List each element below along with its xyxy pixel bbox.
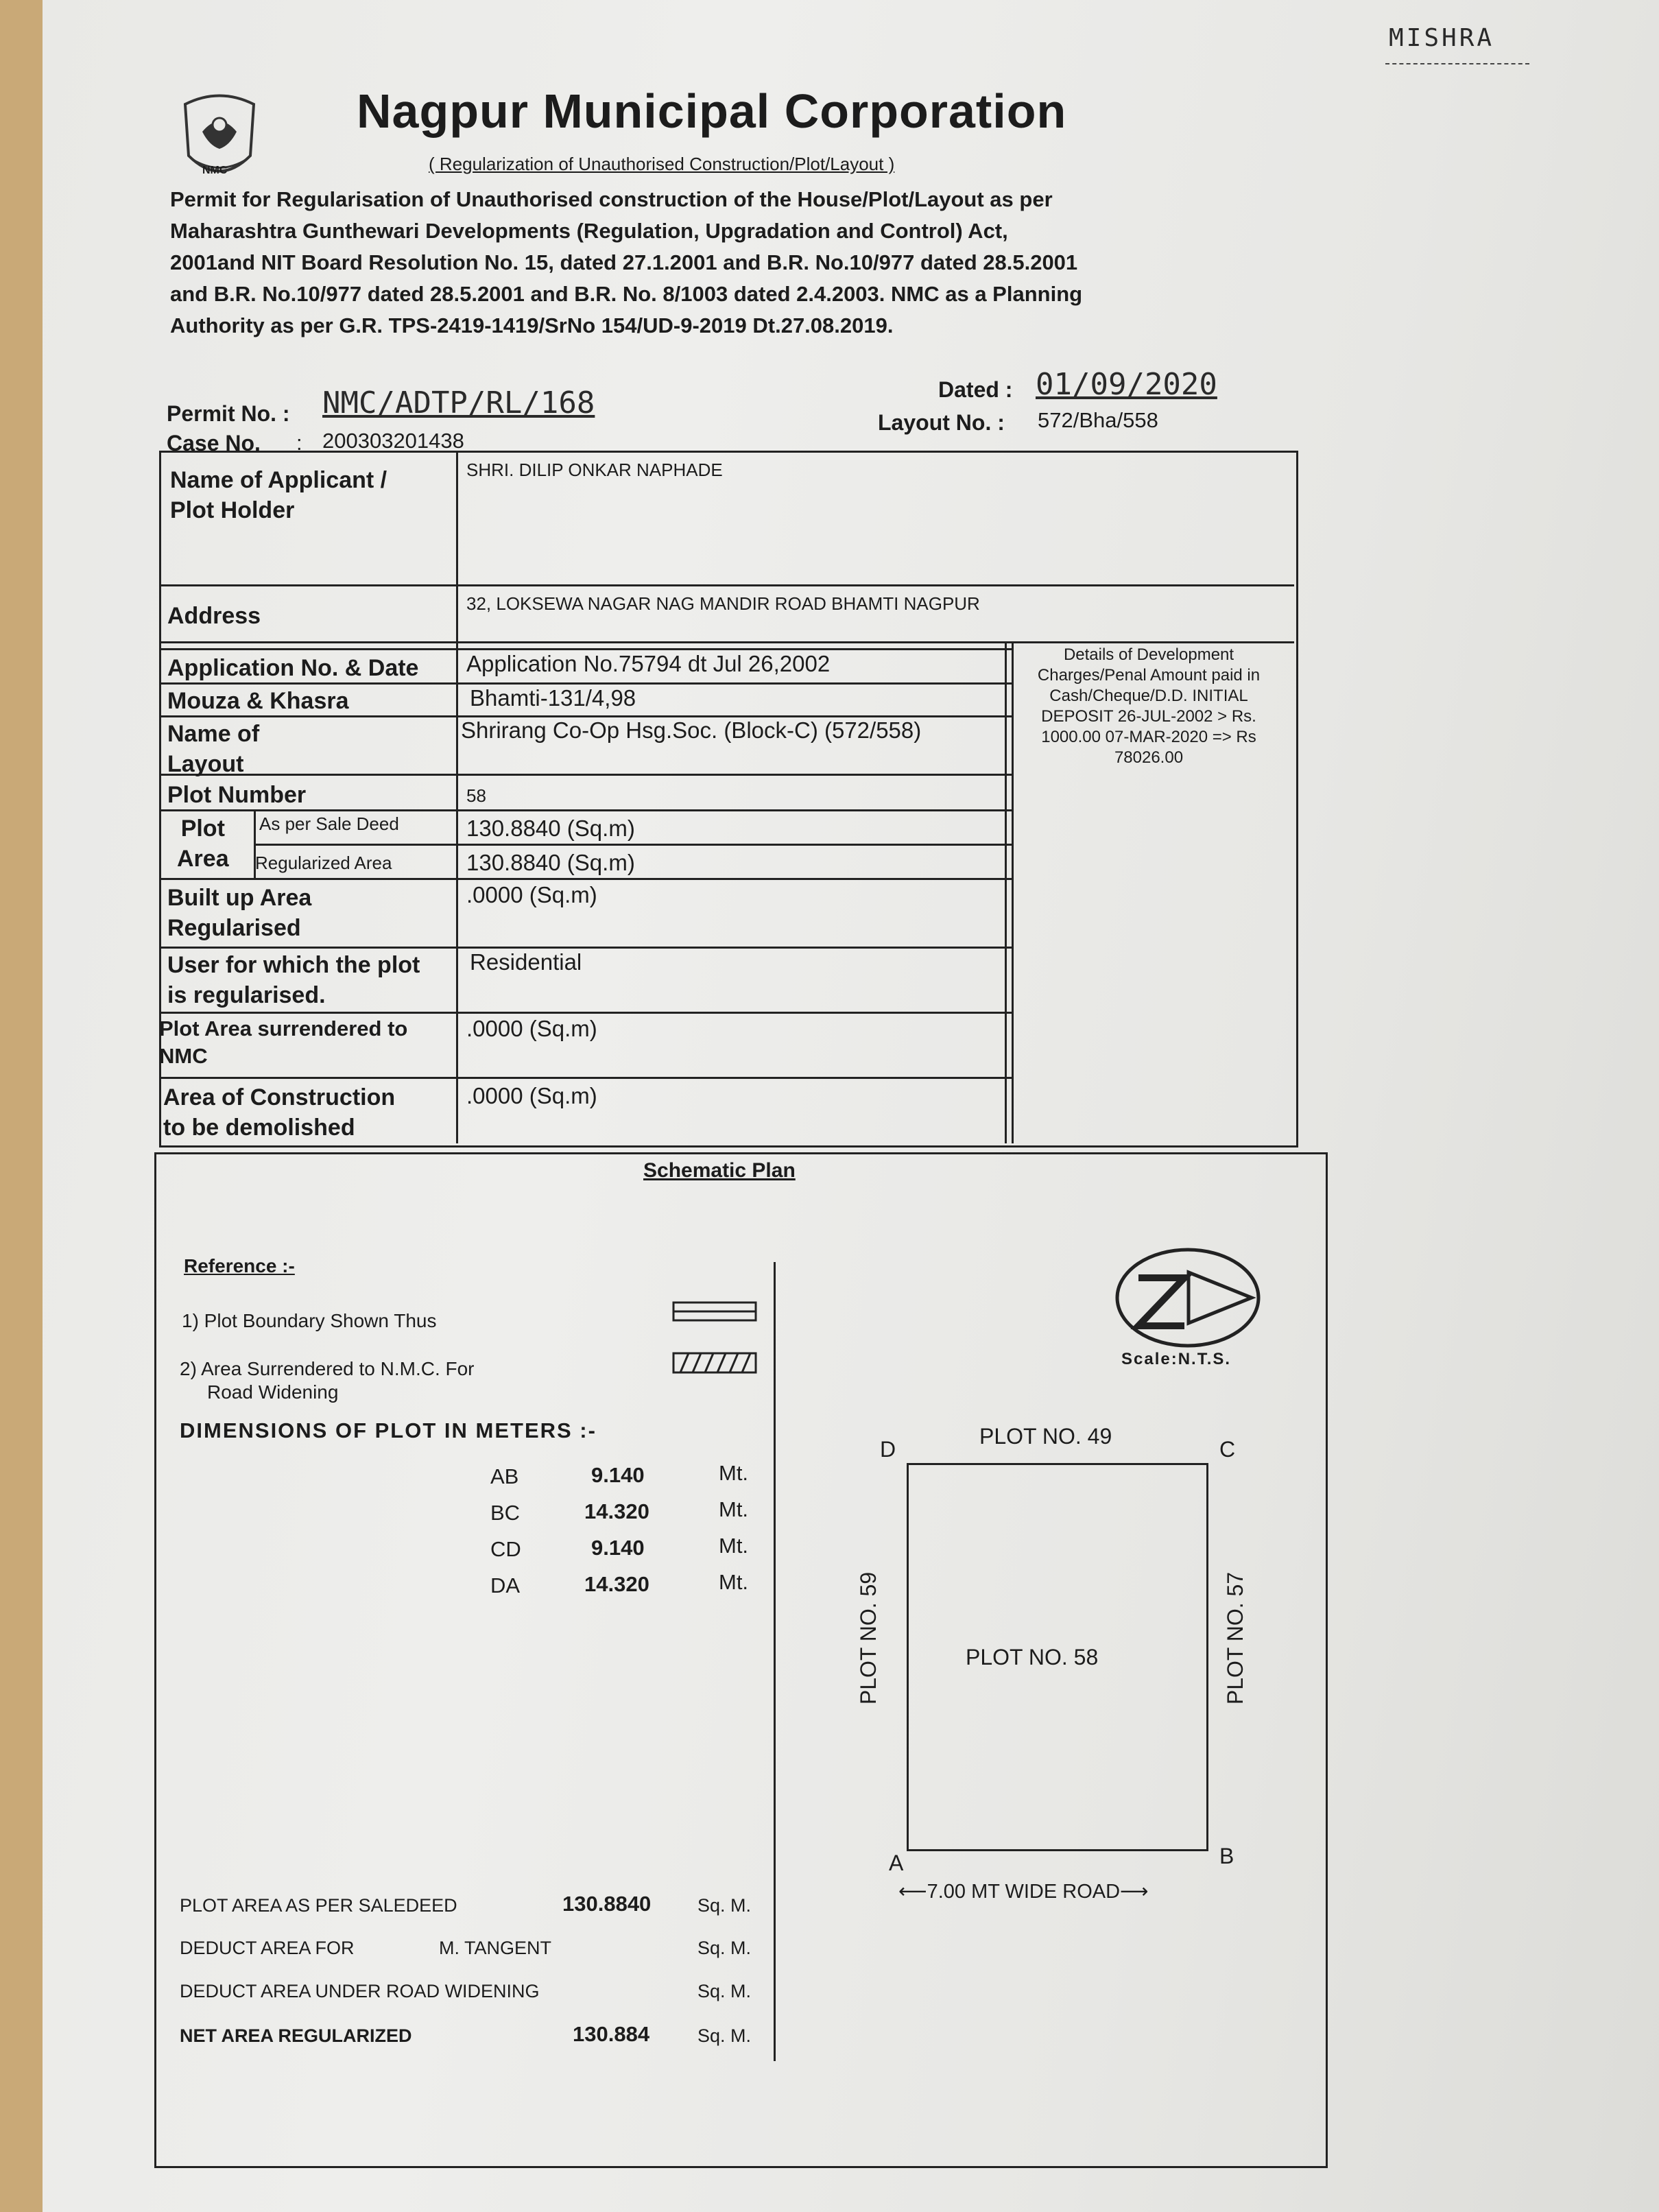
regularized-value: 130.8840 (Sq.m) (466, 850, 635, 875)
plot-number-label: Plot Number (167, 782, 307, 808)
table-row-divider (159, 1077, 1012, 1079)
dimension-value: 9.140 (591, 1463, 645, 1487)
north-arrow-icon (1114, 1245, 1262, 1348)
plot-area-label-line: Area (177, 846, 229, 872)
demolish-label-line: Area of Construction (163, 1084, 396, 1110)
surrendered-value: .0000 (Sq.m) (466, 1016, 597, 1041)
area-row-label: DEDUCT AREA FOR (180, 1938, 355, 1958)
handwritten-annotation: MISHRA (1389, 24, 1495, 52)
area-row-value: 130.8840 (562, 1892, 652, 1916)
address-value: 32, LOKSEWA NAGAR NAG MANDIR ROAD BHAMTI NAGPUR (466, 593, 980, 614)
road-label (898, 1879, 1149, 1903)
application-label: Application No. & Date (167, 655, 419, 681)
right-arrow-icon: ⟶ (1120, 1881, 1149, 1903)
case-separator: : (296, 431, 302, 455)
table-row-divider (159, 641, 1294, 643)
dated-label: Dated : (938, 377, 1013, 402)
dimension-unit: Mt. (719, 1570, 749, 1594)
table-row-divider (159, 947, 1012, 949)
corner-a-label: A (889, 1851, 904, 1875)
corner-c-label: C (1219, 1437, 1236, 1462)
nmc-logo (175, 91, 264, 187)
intro-line: 2001and NIT Board Resolution No. 15, dated 27.1.2001 and B.R. No.10/977 dated 28.5.2001 (170, 250, 1078, 274)
address-label: Address (167, 603, 261, 629)
plot-left-label: PLOT NO. 59 (856, 1571, 881, 1705)
logo-text: NMC (202, 165, 228, 176)
built-label-line: Regularised (167, 915, 301, 941)
dimension-unit: Mt. (719, 1534, 749, 1558)
intro-line: Authority as per G.R. TPS-2419-1419/SrNo 154/UD-9-2019 Dt.27.08.2019. (170, 313, 894, 337)
applicant-label-line: Plot Holder (170, 497, 295, 523)
area-row-label: NET AREA REGULARIZED (180, 2025, 412, 2046)
dimension-value: 14.320 (584, 1572, 649, 1596)
mouza-value: Bhamti-131/4,98 (470, 685, 636, 711)
reference-item: 2) Area Surrendered to N.M.C. For (180, 1358, 475, 1379)
layout-name-value: Shrirang Co-Op Hsg.Soc. (Block-C) (572/558) (461, 717, 922, 743)
plot-right-label: PLOT NO. 57 (1223, 1571, 1248, 1705)
user-label-line: is regularised. (167, 982, 326, 1008)
area-row-unit: Sq. M. (697, 1938, 752, 1958)
page-subtitle: ( Regularization of Unauthorised Construction/Plot/Layout ) (429, 154, 895, 174)
user-value: Residential (470, 949, 582, 975)
left-arrow-icon: ⟵ (898, 1881, 927, 1903)
table-row-divider (159, 878, 1012, 880)
surrendered-label (159, 1015, 407, 1070)
area-row-label: PLOT AREA AS PER SALEDEED (180, 1895, 457, 1916)
demolish-value: .0000 (Sq.m) (466, 1083, 597, 1108)
mouza-label: Mouza & Khasra (167, 688, 349, 714)
sale-deed-value: 130.8840 (Sq.m) (466, 816, 635, 841)
schematic-divider (774, 1262, 776, 2061)
intro-line: Maharashtra Gunthewari Developments (Regulation, Upgradation and Control) Act, (170, 219, 1008, 243)
table-row-divider (159, 1012, 1012, 1014)
layout-label-line: Name of (167, 721, 260, 747)
schematic-title: Schematic Plan (643, 1159, 796, 1182)
sale-deed-label: As per Sale Deed (259, 813, 399, 834)
intro-line: and B.R. No.10/977 dated 28.5.2001 and B.R. No. 8/1003 dated 2.4.2003. NMC as a Planning (170, 282, 1083, 306)
corner-d-label: D (880, 1437, 896, 1462)
demolish-label (163, 1082, 395, 1143)
table-row-divider (159, 584, 1294, 586)
intro-paragraph (170, 184, 1288, 342)
reference-item: 1) Plot Boundary Shown Thus (182, 1310, 437, 1331)
layout-value: 572/Bha/558 (1038, 408, 1158, 432)
dimension-side: AB (490, 1464, 519, 1488)
surrender-hatch-legend-icon (672, 1351, 759, 1376)
dimension-value: 14.320 (584, 1499, 649, 1523)
development-charges: Details of Development Charges/Penal Amount paid in Cash/Cheque/D.D. INITIAL DEPOSIT 26-JUL-2002 > Rs. 1000.00 07-MAR-2020 => Rs 78026.00 (1037, 645, 1261, 767)
scale-label: Scale:N.T.S. (1121, 1350, 1232, 1368)
plot-top-label: PLOT NO. 49 (979, 1424, 1112, 1449)
user-label (167, 950, 420, 1010)
area-row-mid: M. TANGENT (439, 1938, 552, 1958)
road-label-text: 7.00 MT WIDE ROAD (927, 1881, 1121, 1903)
applicant-value: SHRI. DILIP ONKAR NAPHADE (466, 460, 723, 480)
area-row-value: 130.884 (573, 2022, 650, 2046)
plot-center-label: PLOT NO. 58 (966, 1645, 1099, 1669)
permit-value: NMC/ADTP/RL/168 (322, 385, 595, 420)
dated-value: 01/09/2020 (1036, 367, 1217, 402)
built-up-value: .0000 (Sq.m) (466, 882, 597, 907)
reference-item: Road Widening (207, 1381, 339, 1403)
area-row-label: DEDUCT AREA UNDER ROAD WIDENING (180, 1981, 540, 2001)
annotation-underline (1385, 63, 1529, 64)
layout-label-line: Layout (167, 751, 244, 777)
area-row-unit: Sq. M. (697, 1981, 752, 2001)
intro-line: Permit for Regularisation of Unauthorised construction of the House/Plot/Layout as per (170, 187, 1053, 211)
surrendered-label-line: NMC (159, 1044, 208, 1068)
user-label-line: User for which the plot (167, 952, 420, 978)
layout-label: Layout No. : (878, 410, 1005, 435)
dimension-unit: Mt. (719, 1497, 749, 1521)
built-label-line: Built up Area (167, 885, 312, 911)
plot-boundary-legend-icon (672, 1300, 759, 1324)
permit-label: Permit No. : (167, 401, 290, 426)
built-up-label (167, 883, 311, 943)
plot-area-label (177, 813, 229, 874)
applicant-label-line: Name of Applicant / (170, 467, 387, 493)
dimension-side: CD (490, 1537, 521, 1561)
plot-number-value: 58 (466, 785, 486, 806)
dimension-value: 9.140 (591, 1536, 645, 1560)
plot-area-label-line: Plot (180, 816, 225, 842)
layout-name-label (167, 719, 259, 779)
corner-b-label: B (1219, 1844, 1234, 1868)
applicant-label (170, 465, 387, 525)
dimension-unit: Mt. (719, 1461, 749, 1485)
table-column-divider (456, 451, 458, 1143)
table-row-divider (254, 844, 1012, 846)
dimension-side: BC (490, 1501, 521, 1525)
regularized-label: Regularized Area (255, 853, 392, 873)
area-row-unit: Sq. M. (697, 1895, 752, 1916)
dimensions-heading: DIMENSIONS OF PLOT IN METERS :- (180, 1418, 597, 1442)
table-row-divider (159, 774, 1012, 776)
application-value: Application No.75794 dt Jul 26,2002 (466, 651, 831, 676)
case-label: Case No. (167, 431, 261, 455)
dimension-side: DA (490, 1573, 521, 1597)
case-value: 200303201438 (322, 429, 464, 453)
surrendered-label-line: Plot Area surrendered to (159, 1016, 408, 1040)
reference-heading: Reference :- (184, 1255, 295, 1276)
demolish-label-line: to be demolished (163, 1115, 355, 1141)
page-title: Nagpur Municipal Corporation (357, 84, 1067, 138)
area-row-unit: Sq. M. (697, 2025, 752, 2046)
